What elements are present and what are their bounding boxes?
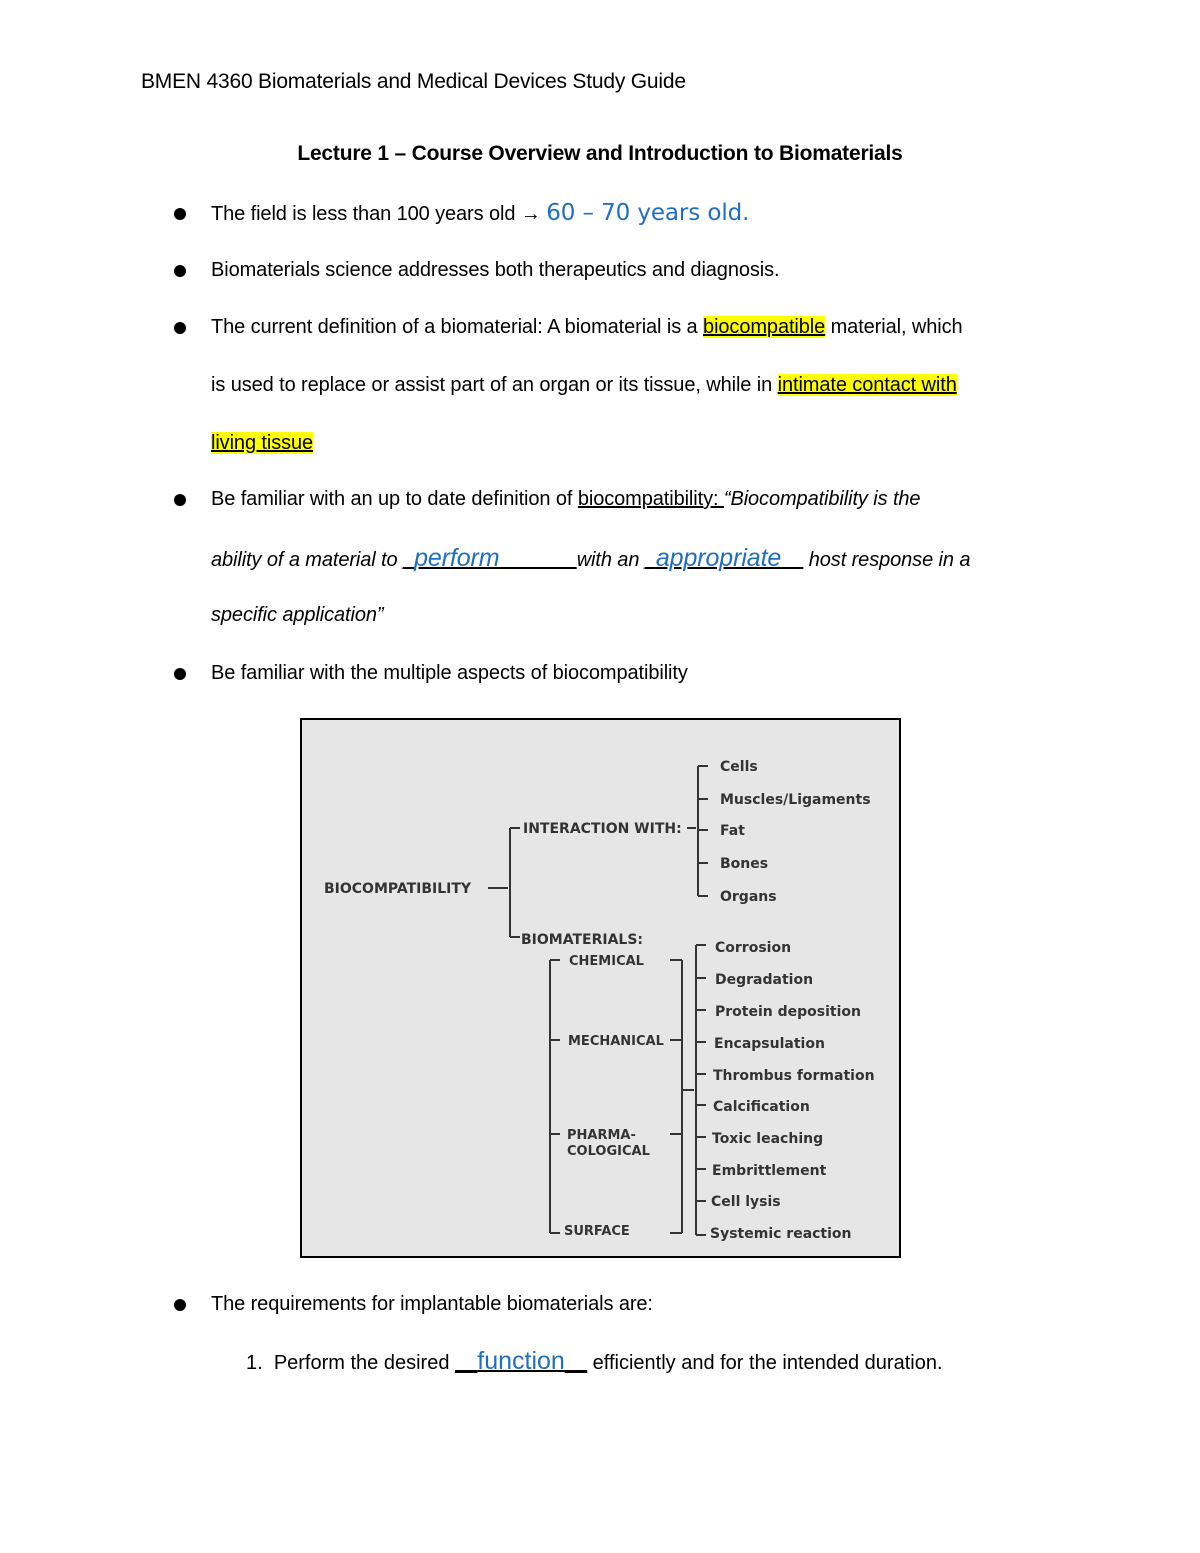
biocompatibility-diagram: [300, 718, 901, 1258]
biomaterial-definition-line1: [211, 316, 963, 339]
bullet-field-age: [211, 200, 749, 226]
diagram-effect: Systemic reaction: [710, 1226, 852, 1242]
diagram-effect: Cell lysis: [711, 1194, 781, 1210]
diagram-aspect: SURFACE: [564, 1224, 630, 1239]
blank-function: [455, 1347, 588, 1375]
highlight-biocompatible: biocompatible: [703, 316, 826, 338]
blank-underscore: _: [403, 549, 415, 571]
diagram-branch-interaction: INTERACTION WITH:: [523, 821, 682, 837]
diagram-effect: Degradation: [715, 972, 814, 988]
biomaterial-definition-line2: [211, 374, 957, 397]
item-number: 1.: [246, 1352, 263, 1374]
diagram-item: Bones: [720, 856, 769, 872]
blank-underscore: _______: [499, 549, 577, 571]
bullet-therapeutics: Biomaterials science addresses both therapeutics and diagnosis.: [211, 259, 780, 281]
quote-text: ability of a material to: [211, 549, 404, 571]
diagram-item: Muscles/Ligaments: [720, 792, 871, 808]
biocompatibility-term: biocompatibility:: [577, 488, 724, 510]
bullet-dot: [174, 494, 186, 506]
lecture-title: Lecture 1 – Course Overview and Introduction to Biomaterials: [297, 142, 903, 165]
definition-text: material, which: [825, 316, 963, 338]
diagram-effect: Thrombus formation: [713, 1068, 875, 1084]
highlight-intimate-contact: intimate contact with: [777, 374, 957, 396]
quote-text: with an: [576, 549, 645, 571]
bullet-aspects: Be familiar with the multiple aspects of biocompatibility: [211, 662, 688, 684]
diagram-aspect: COLOGICAL: [567, 1144, 650, 1159]
diagram-aspect: MECHANICAL: [568, 1034, 664, 1049]
answer-perform: perform: [414, 544, 500, 572]
bullet-requirements: The requirements for implantable biomaterials are:: [211, 1293, 653, 1315]
quote-text: host response in a: [803, 549, 971, 571]
diagram-item: Cells: [720, 759, 758, 775]
answer-appropriate: appropriate: [655, 544, 782, 572]
field-age-text: The field is less than 100 years old: [211, 203, 521, 225]
biocompatibility-definition-line2: [211, 544, 970, 573]
blank-underscore: _: [644, 549, 656, 571]
definition-text: is used to replace or assist part of an organ or its tissue, while in: [211, 374, 778, 396]
biocompatibility-definition-line3: specific application”: [211, 604, 384, 626]
arrow-icon: →: [520, 203, 541, 225]
diagram-effect: Encapsulation: [714, 1036, 825, 1052]
diagram-effect: Corrosion: [715, 940, 792, 956]
diagram-effect: Toxic leaching: [712, 1131, 824, 1147]
answer-function: function: [477, 1347, 565, 1375]
bullet-dot: [174, 265, 186, 277]
blank-perform: [403, 544, 577, 572]
bullet-dot: [174, 668, 186, 680]
item-text: efficiently and for the intended duration.: [587, 1352, 943, 1374]
highlight-living-tissue: living tissue: [211, 432, 314, 454]
bullet-dot: [174, 208, 186, 220]
field-age-answer: 60 – 70 years old.: [546, 200, 750, 226]
diagram-svg: [302, 720, 899, 1256]
diagram-effect: Embrittlement: [712, 1163, 827, 1179]
item-text: Perform the desired: [273, 1352, 456, 1374]
definition-text: Be familiar with an up to date definition of: [211, 488, 578, 510]
blank-appropriate: [644, 544, 804, 572]
diagram-effect: Protein deposition: [715, 1004, 861, 1020]
blank-underscore: __: [781, 549, 804, 571]
numbered-item-1: [246, 1347, 943, 1376]
diagram-root: BIOCOMPATIBILITY: [324, 881, 472, 897]
diagram-aspect: PHARMA-: [567, 1128, 636, 1143]
biocompatibility-definition-line1: [211, 488, 920, 511]
diagram-item: Organs: [720, 889, 777, 905]
diagram-item: Fat: [720, 823, 745, 839]
bullet-dot: [174, 1299, 186, 1311]
blank-underscore: __: [564, 1352, 588, 1374]
document-header: BMEN 4360 Biomaterials and Medical Devices Study Guide: [141, 70, 686, 93]
quote-text: “Biocompatibility is the: [723, 488, 921, 510]
definition-text: The current definition of a biomaterial: A biomaterial is a: [211, 316, 704, 338]
biomaterial-definition-line3: [211, 432, 313, 455]
bullet-dot: [174, 322, 186, 334]
diagram-branch-biomaterials: BIOMATERIALS:: [521, 932, 644, 948]
blank-underscore: __: [455, 1352, 478, 1374]
diagram-aspect: CHEMICAL: [569, 954, 644, 969]
diagram-effect: Calcification: [713, 1099, 810, 1115]
